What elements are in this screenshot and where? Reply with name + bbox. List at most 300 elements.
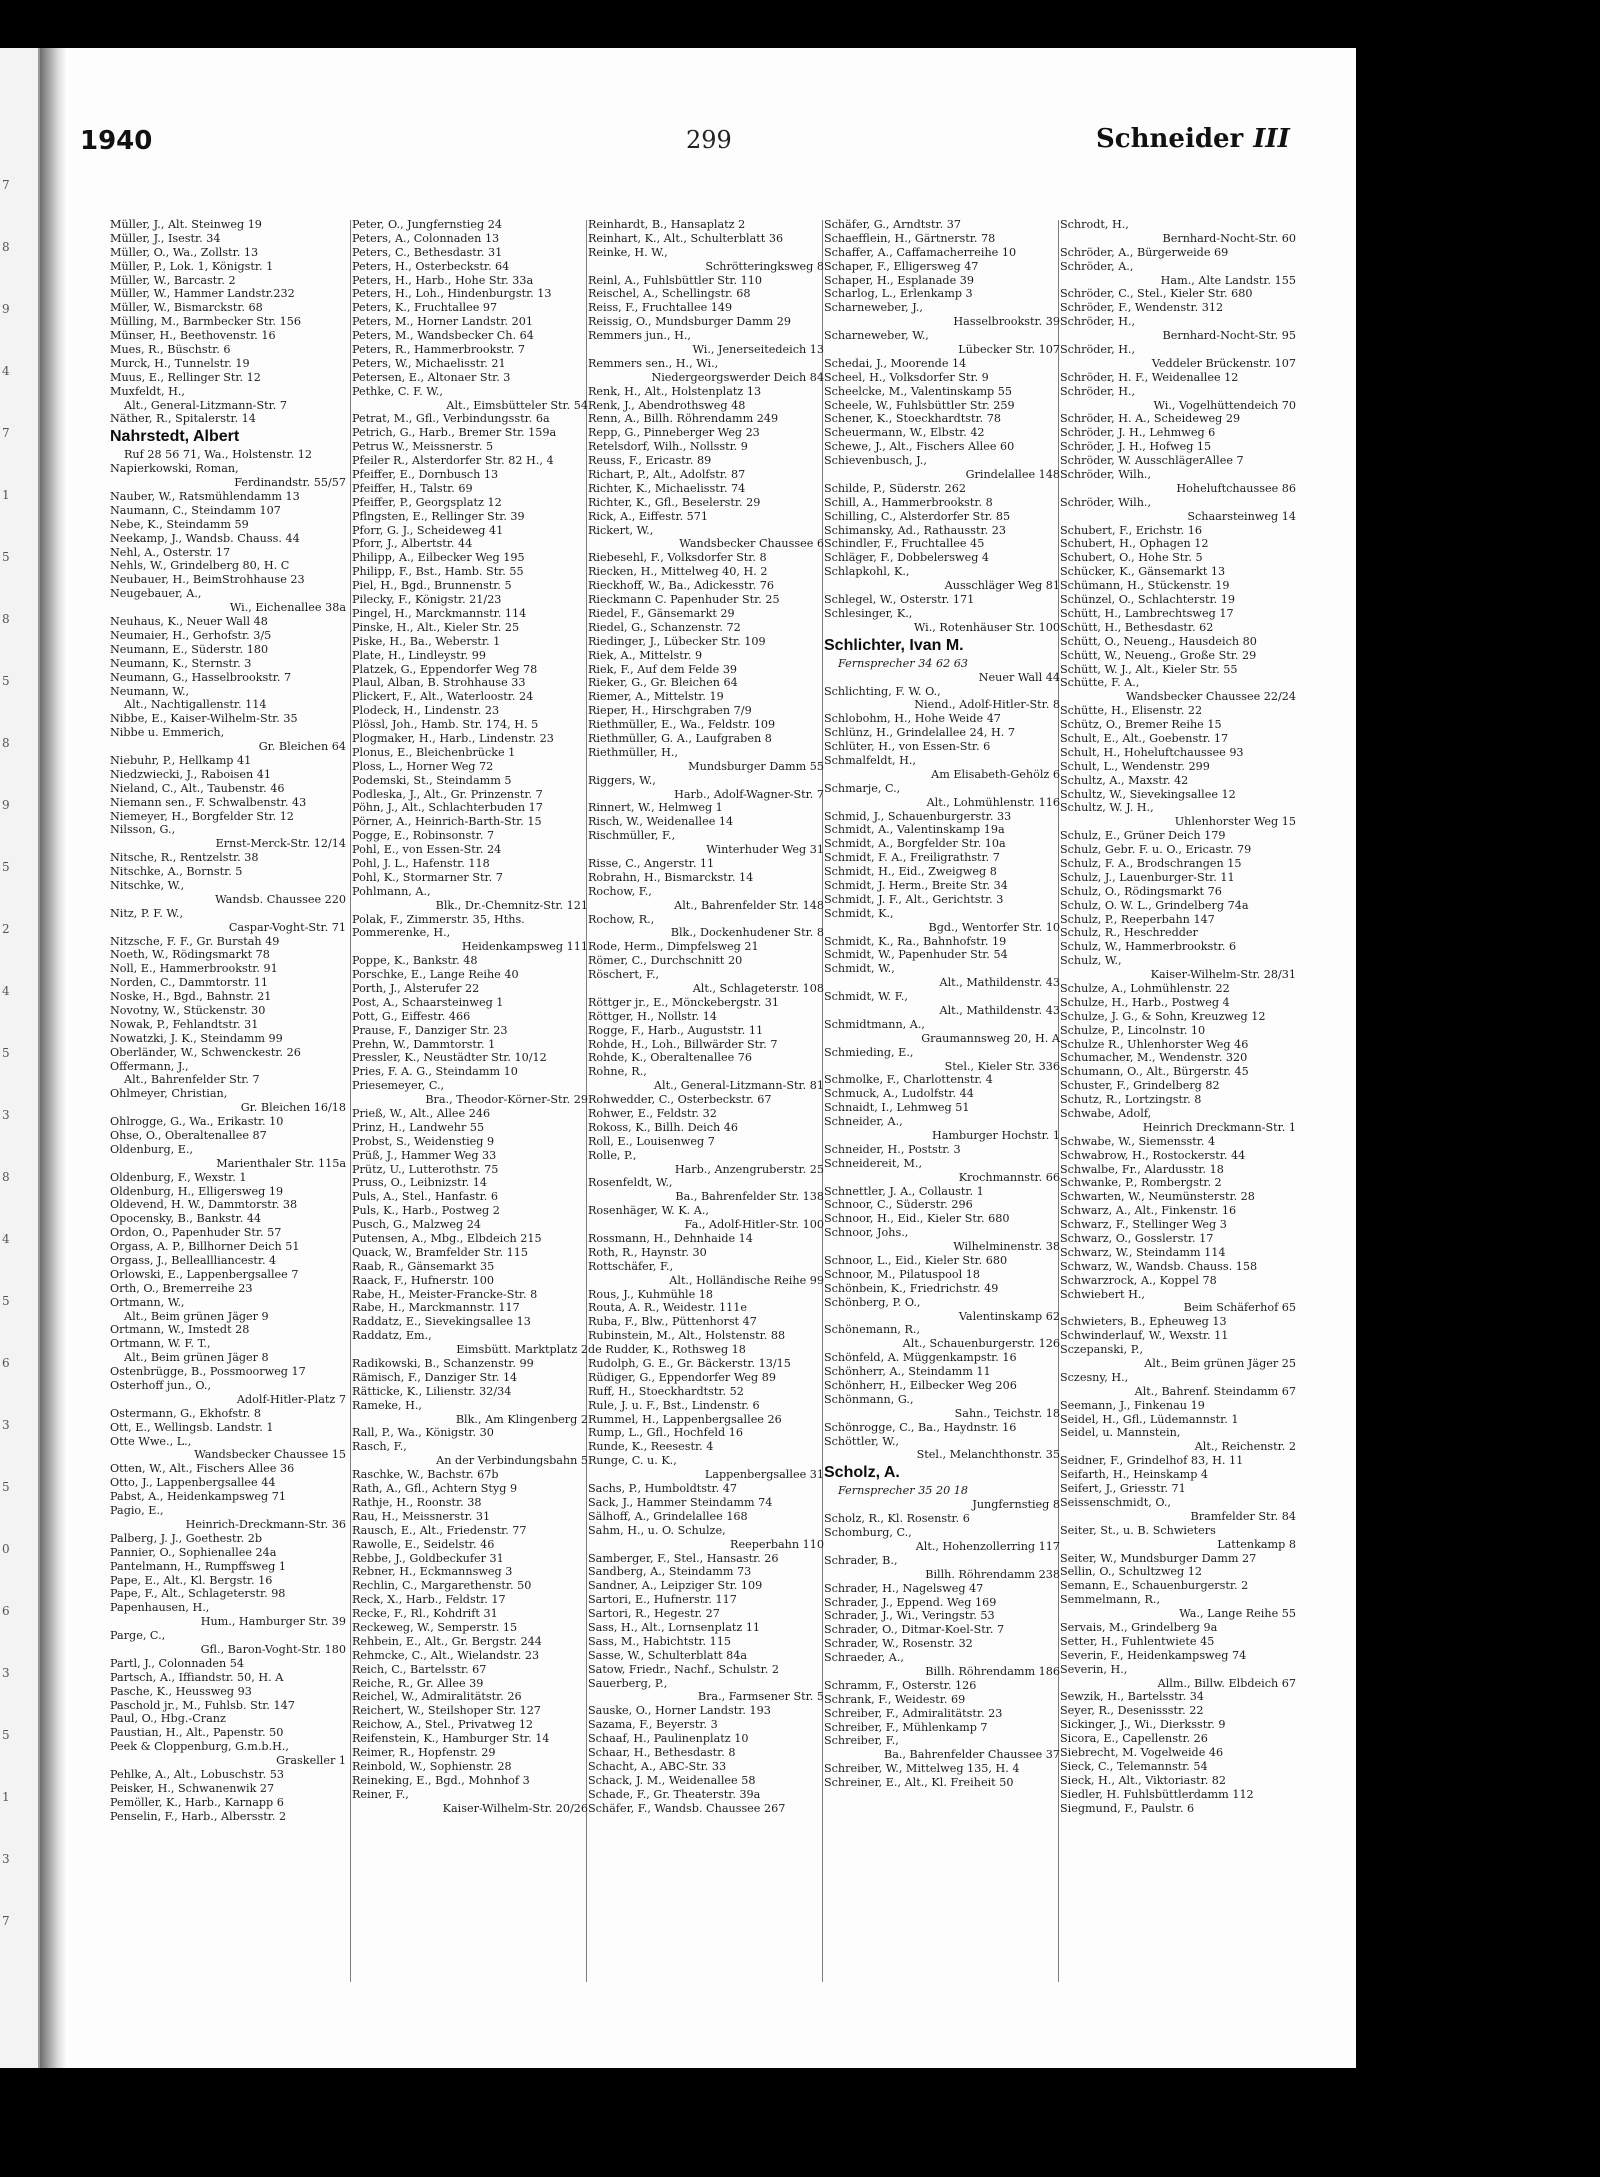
directory-entry: Wandsbecker Chaussee 22/24 — [1126, 690, 1296, 704]
previous-page-margin-char: 1 — [2, 1790, 10, 1804]
directory-entry: Nieland, C., Alt., Taubenstr. 46 — [110, 781, 285, 795]
directory-entry: Schwabe, W., Siemensstr. 4 — [1060, 1134, 1216, 1148]
directory-entry: Ohse, O., Oberaltenallee 87 — [110, 1129, 267, 1142]
directory-entry: Samberger, F., Stel., Hansastr. 26 — [588, 1551, 779, 1565]
previous-page-margin-char: 6 — [2, 1356, 10, 1370]
directory-entry: Reiner, F., — [352, 1787, 409, 1801]
directory-entry: Bramfelder Str. 84 — [1190, 1509, 1296, 1523]
directory-entry: Richart, P., Alt., Adolfstr. 87 — [588, 468, 746, 482]
directory-entry: Post, A., Schaarsteinweg 1 — [352, 995, 504, 1009]
directory-entry: Schreiner, E., Alt., Kl. Freiheit 50 — [824, 1776, 1014, 1790]
directory-entry: Schnoor, C., Süderstr. 296 — [824, 1198, 973, 1212]
directory-entry: Riethmüller, G. A., Laufgraben 8 — [588, 731, 772, 745]
directory-entry: Peters, W., Michaelisstr. 21 — [352, 356, 506, 370]
directory-entry: Partsch, A., Iffiandstr. 50, H. A — [110, 1670, 284, 1684]
directory-entry: Alt., Schauenburgerstr. 126 — [902, 1337, 1060, 1351]
directory-entry: Alt., Bahrenfelder Str. 148 — [674, 898, 824, 912]
directory-entry: Nehl, A., Osterstr. 17 — [110, 545, 231, 559]
directory-entry: Schröder, Wilh., — [1060, 495, 1152, 509]
directory-entry: Seissenschmidt, O., — [1060, 1495, 1171, 1509]
directory-entry: Schröder, H. F., Weidenallee 12 — [1060, 370, 1239, 384]
directory-entry: Heinrich-Dreckmann-Str. 36 — [185, 1517, 346, 1531]
directory-entry: Rummel, H., Lappenbergsallee 26 — [588, 1412, 782, 1426]
directory-entry: Schäfer, F., Wandsb. Chaussee 267 — [588, 1801, 786, 1815]
directory-entry: Philipp, A., Eilbecker Weg 195 — [352, 551, 525, 565]
directory-entry: Schulz, O. W. L., Grindelberg 74a — [1060, 898, 1249, 912]
directory-entry: Severin, H., — [1060, 1662, 1128, 1676]
directory-entry: Schwarz, A., Alt., Finkenstr. 16 — [1060, 1204, 1237, 1218]
directory-entry: Nibbe u. Emmerich, — [110, 726, 225, 740]
directory-entry: Billh. Röhrendamm 238 — [925, 1567, 1060, 1581]
directory-entry: Bernhard-Nocht-Str. 60 — [1162, 231, 1296, 245]
directory-entry: Ferdinandstr. 55/57 — [234, 476, 346, 490]
directory-entry: Recke, F., Rl., Kohdrift 31 — [352, 1607, 498, 1621]
directory-entry: Neumann, G., Hasselbrookstr. 7 — [110, 670, 292, 684]
directory-entry: Müller, W., Barcastr. 2 — [110, 273, 236, 287]
directory-entry: Röschert, F., — [588, 968, 660, 982]
directory-entry: Schütt, H., Bethesdastr. 62 — [1060, 620, 1214, 634]
directory-entry: Bra., Theodor-Körner-Str. 29 — [425, 1093, 588, 1107]
directory-entry: Nowak, P., Fehlandtstr. 31 — [110, 1017, 259, 1031]
directory-entry: Schreiber, F., Mühlenkamp 7 — [824, 1720, 988, 1734]
previous-page-margin-char: 7 — [2, 1914, 10, 1928]
directory-entry: Schulz, R., Heschredder — [1060, 926, 1198, 940]
directory-entry: Repp, G., Pinneberger Weg 23 — [588, 426, 760, 440]
directory-entry: Pfeiler R., Alsterdorfer Str. 82 H., 4 — [352, 454, 554, 468]
directory-entry: Ott, E., Wellingsb. Landstr. 1 — [110, 1420, 274, 1434]
directory-entry: Schilling, C., Alsterdorfer Str. 85 — [824, 509, 1011, 523]
directory-entry: Schmidt, K., — [824, 906, 894, 920]
directory-entry: Schultz, W. J. H., — [1060, 801, 1154, 815]
directory-entry: Pressler, K., Neustädter Str. 10/12 — [352, 1051, 547, 1065]
directory-entry: Riebesehl, F., Volksdorfer Str. 8 — [588, 551, 767, 565]
directory-entry: Peters, R., Hammerbrookstr. 7 — [352, 343, 526, 357]
directory-entry: Schröder, W. AusschlägerAllee 7 — [1060, 454, 1244, 468]
directory-entry: Oldevend, H. W., Dammtorstr. 38 — [110, 1198, 298, 1212]
directory-entry: Reuss, F., Ericastr. 89 — [588, 454, 712, 468]
directory-entry: Schütt, H., Lambrechtsweg 17 — [1060, 606, 1234, 620]
directory-entry: Seidel, H., Gfl., Lüdemannstr. 1 — [1060, 1412, 1239, 1426]
directory-entry: Neugebauer, A., — [110, 587, 202, 601]
directory-entry: Retelsdorf, Wilh., Nollsstr. 9 — [588, 440, 748, 454]
directory-entry: Riedel, G., Schanzenstr. 72 — [588, 620, 741, 634]
directory-entry: Hasselbrookstr. 39 — [953, 315, 1060, 329]
directory-entry: Pries, F. A. G., Steindamm 10 — [352, 1065, 518, 1079]
directory-entry: Petersen, E., Altonaer Str. 3 — [352, 370, 511, 384]
directory-entry: Ba., Bahrenfelder Chaussee 37 — [883, 1748, 1060, 1762]
directory-entry: Alt., Mathildenstr. 43 — [939, 1003, 1060, 1017]
directory-entry: Pantelmann, H., Rumpffsweg 1 — [110, 1559, 286, 1573]
directory-entry: Pflngsten, E., Rellinger Str. 39 — [352, 509, 525, 523]
directory-entry: Sauske, O., Horner Landstr. 193 — [588, 1704, 771, 1718]
directory-entry: Pommerenke, H., — [352, 926, 451, 940]
directory-entry: Schrader, B., — [824, 1553, 898, 1567]
directory-entry: Porschke, E., Lange Reihe 40 — [352, 968, 519, 982]
directory-entry: Schacht, A., ABC-Str. 33 — [588, 1759, 727, 1773]
directory-entry: Rohne, R., — [588, 1065, 647, 1079]
directory-entry: Raddatz, E., Sievekingsallee 13 — [352, 1315, 531, 1329]
directory-entry: Rebner, H., Eckmannsweg 3 — [352, 1565, 513, 1579]
directory-entry: Petrat, M., Gfl., Verbindungsstr. 6a — [352, 412, 550, 426]
directory-entry: Reck, X., Harb., Feldstr. 17 — [352, 1593, 506, 1607]
directory-entry: Schwarz, W., Steindamm 114 — [1060, 1245, 1226, 1259]
directory-entry: Fa., Adolf-Hitler-Str. 100 — [684, 1218, 824, 1232]
directory-entry: Kaiser-Wilhelm-Str. 28/31 — [1150, 968, 1296, 982]
directory-entry: Schreiber, F., — [824, 1734, 899, 1748]
directory-entry: Schlapkohl, K., — [824, 565, 910, 579]
previous-page-margin-char: 2 — [2, 922, 10, 936]
header-range-word: Schneider — [1096, 124, 1244, 154]
directory-entry: Prause, F., Danziger Str. 23 — [352, 1023, 508, 1037]
directory-column-3 — [588, 218, 826, 1815]
directory-entry: Rickert, W., — [588, 523, 654, 537]
directory-entry: Schack, J. M., Weidenallee 58 — [588, 1773, 756, 1787]
directory-entry: Peters, A., Colonnaden 13 — [352, 231, 500, 245]
directory-entry: Rameke, H., — [352, 1398, 422, 1412]
directory-entry: Schilde, P., Süderstr. 262 — [824, 481, 966, 495]
directory-entry: An der Verbindungsbahn 5 — [436, 1454, 588, 1468]
directory-entry: Rieper, H., Hirschgraben 7/9 — [588, 704, 752, 718]
directory-entry: Peter, O., Jungfernstieg 24 — [352, 218, 502, 231]
directory-entry: Alt., Beim grünen Jäger 25 — [1144, 1357, 1296, 1371]
directory-entry: Schulze, H., Harb., Postweg 4 — [1060, 995, 1230, 1009]
directory-entry: Peek & Cloppenburg, G.m.b.H., — [110, 1740, 289, 1754]
directory-entry: Renn, A., Billh. Röhrendamm 249 — [588, 412, 779, 426]
directory-entry: Reinke, H. W., — [588, 245, 668, 259]
directory-entry: Sack, J., Hammer Steindamm 74 — [588, 1495, 773, 1509]
directory-entry: Eimsbütt. Marktplatz 2 — [456, 1343, 588, 1357]
directory-entry: Sewzik, H., Bartelsstr. 34 — [1060, 1690, 1205, 1704]
directory-entry: Oberländer, W., Schwenckestr. 26 — [110, 1045, 301, 1059]
directory-entry: Ruf 28 56 71, Wa., Holstenstr. 12 — [124, 448, 312, 462]
directory-entry: Schuster, F., Grindelberg 82 — [1060, 1079, 1220, 1093]
directory-entry: Schnoor, H., Eid., Kieler Str. 680 — [824, 1212, 1010, 1226]
directory-entry: Alt., Holländische Reihe 99 — [669, 1273, 824, 1287]
directory-entry: Ordon, O., Papenhuder Str. 57 — [110, 1226, 282, 1240]
directory-entry: Mundsburger Damm 55 — [688, 759, 824, 773]
directory-entry: Pohl, J. L., Hafenstr. 118 — [352, 856, 490, 870]
directory-entry: Riemer, A., Mittelstr. 19 — [588, 690, 724, 704]
previous-page-margin-char: 1 — [2, 488, 10, 502]
directory-entry: Valentinskamp 62 — [958, 1309, 1060, 1323]
directory-entry: Porth, J., Alsterufer 22 — [352, 981, 480, 995]
directory-column-1 — [110, 218, 348, 1824]
directory-entry: Rabe, H., Marckmannstr. 117 — [352, 1301, 520, 1315]
previous-page-margin-char: 9 — [2, 302, 10, 316]
directory-entry: Schönmann, G., — [824, 1392, 914, 1406]
directory-entry: Schmuck, A., Ludolfstr. 44 — [824, 1087, 974, 1101]
directory-entry: Priesemeyer, C., — [352, 1079, 445, 1093]
directory-entry: Pöhn, J., Alt., Schlachterbuden 17 — [352, 801, 543, 815]
directory-entry: Neuer Wall 44 — [978, 670, 1060, 684]
scan-border-bottom — [0, 2068, 1600, 2177]
directory-entry: Schönfeld, A. Müggenkampstr. 16 — [824, 1351, 1017, 1365]
directory-entry: Muus, E., Rellinger Str. 12 — [110, 370, 261, 384]
directory-entry: Rump, L., Gfl., Hochfeld 16 — [588, 1426, 743, 1440]
directory-entry: Rochow, R., — [588, 912, 655, 926]
directory-entry: Rogge, F., Harb., Auguststr. 11 — [588, 1023, 764, 1037]
directory-entry: Norden, C., Dammtorstr. 11 — [110, 976, 268, 990]
directory-entry: Grindelallee 148 — [965, 468, 1060, 482]
directory-entry: Ostermann, G., Ekhofstr. 8 — [110, 1406, 261, 1420]
directory-entry: Schönherr, A., Steindamm 11 — [824, 1365, 991, 1379]
directory-entry: Orlowski, E., Lappenbergsallee 7 — [110, 1267, 299, 1281]
directory-entry: Reiche, R., Gr. Allee 39 — [352, 1676, 484, 1690]
previous-page-margin-char: 8 — [2, 240, 10, 254]
directory-entry: Schultz, A., Maxstr. 42 — [1060, 773, 1189, 787]
directory-entry: Siegmund, F., Paulstr. 6 — [1060, 1801, 1195, 1815]
directory-entry: Raack, F., Hufnerstr. 100 — [352, 1273, 494, 1287]
directory-entry: Schomburg, C., — [824, 1526, 912, 1540]
directory-entry: Harb., Anzengruberstr. 25 — [674, 1162, 824, 1176]
directory-entry: Seifarth, H., Heinskamp 4 — [1060, 1468, 1209, 1482]
previous-page-margin-char: 8 — [2, 736, 10, 750]
previous-page-margin-char: 0 — [2, 1542, 10, 1556]
directory-entry: Müller, O., Wa., Zollstr. 13 — [110, 245, 259, 259]
directory-entry: Reimer, R., Hopfenstr. 29 — [352, 1745, 496, 1759]
directory-entry: Riedel, F., Gänsemarkt 29 — [588, 606, 735, 620]
directory-entry: Nauber, W., Ratsmühlendamm 13 — [110, 490, 300, 504]
directory-entry: Schrader, J., Wi., Veringstr. 53 — [824, 1609, 995, 1623]
directory-entry: Schneider, A., — [824, 1115, 903, 1129]
directory-entry: Peters, C., Bethesdastr. 31 — [352, 245, 503, 259]
directory-entry: Rieckhoff, W., Ba., Adickesstr. 76 — [588, 579, 774, 593]
header-range-suffix: III — [1253, 124, 1290, 154]
previous-page-margin-char: 8 — [2, 1170, 10, 1184]
directory-entry: Pörner, A., Heinrich-Barth-Str. 15 — [352, 815, 542, 829]
directory-entry: Nitschke, W., — [110, 878, 185, 892]
directory-entry: Rokoss, K., Billh. Deich 46 — [588, 1120, 738, 1134]
directory-entry: Reiss, F., Fruchtallee 149 — [588, 301, 733, 315]
directory-entry: Rausch, E., Alt., Friedenstr. 77 — [352, 1523, 527, 1537]
directory-entry: Scharneweber, W., — [824, 329, 929, 343]
directory-entry: Rabe, H., Meister-Francke-Str. 8 — [352, 1287, 538, 1301]
directory-entry: Rosenhäger, W. K. A., — [588, 1204, 709, 1218]
directory-entry: Uhlenhorster Weg 15 — [1174, 815, 1296, 829]
directory-entry: Rubinstein, M., Alt., Holstenstr. 88 — [588, 1329, 786, 1343]
directory-entry: Schlünz, H., Grindelallee 24, H. 7 — [824, 726, 1015, 740]
directory-entry: Sieck, H., Alt., Viktoriastr. 82 — [1060, 1773, 1227, 1787]
directory-entry: Schnoor, L., Eid., Kieler Str. 680 — [824, 1254, 1008, 1268]
directory-entry: Müller, J., Alt. Steinweg 19 — [110, 218, 262, 231]
directory-entry: Schütt, O., Neueng., Hausdeich 80 — [1060, 634, 1257, 648]
directory-entry: Rüdiger, G., Eppendorfer Weg 89 — [588, 1370, 776, 1384]
directory-entry: Peters, H., Harb., Hohe Str. 33a — [352, 273, 534, 287]
directory-entry: Rohwer, E., Feldstr. 32 — [588, 1107, 717, 1120]
directory-entry: Schreiber, W., Mittelweg 135, H. 4 — [824, 1762, 1020, 1776]
directory-entry: Schaaf, H., Paulinenplatz 10 — [588, 1732, 749, 1746]
directory-entry: Runge, C. u. K., — [588, 1454, 677, 1468]
directory-entry: Alt., Schlageterstr. 108 — [692, 981, 824, 995]
directory-entry: Peisker, H., Schwanenwik 27 — [110, 1781, 275, 1795]
previous-page-margin-char: 4 — [2, 984, 10, 998]
directory-entry: Alt., Bahrenfelder Str. 7 — [124, 1073, 260, 1087]
directory-entry: Neumaier, H., Gerhofstr. 3/5 — [110, 628, 272, 642]
directory-column-2 — [352, 218, 590, 1815]
directory-entry: Schimansky, Ad., Rathausstr. 23 — [824, 523, 1006, 537]
directory-entry: Puls, K., Harb., Postweg 2 — [352, 1204, 500, 1218]
directory-entry: Wilhelminenstr. 38 — [953, 1240, 1060, 1254]
directory-entry: Orgass, A. P., Billhorner Deich 51 — [110, 1240, 300, 1254]
previous-page-margin-char: 5 — [2, 674, 10, 688]
directory-entry: Hum., Hamburger Str. 39 — [200, 1615, 346, 1629]
directory-entry: Remmers sen., H., Wi., — [588, 356, 719, 370]
directory-entry: Rasch, F., — [352, 1440, 407, 1454]
directory-entry: Müller, W., Bismarckstr. 68 — [110, 301, 263, 315]
directory-entry: Schult, H., Hoheluftchaussee 93 — [1060, 745, 1244, 759]
directory-entry: Rous, J., Kuhmühle 18 — [588, 1287, 714, 1301]
directory-entry: Schmid, J., Schauenburgerstr. 33 — [824, 809, 1012, 823]
directory-entry: Wi., Eichenallee 38a — [229, 601, 346, 615]
directory-entry: Osterhoff jun., O., — [110, 1379, 211, 1393]
directory-entry: Schröder, F., Wendenstr. 312 — [1060, 301, 1224, 315]
directory-entry: Lübecker Str. 107 — [958, 343, 1060, 357]
directory-entry: Sandner, A., Leipziger Str. 109 — [588, 1579, 763, 1593]
directory-entry: Schultz, W., Sievekingsallee 12 — [1060, 787, 1236, 801]
directory-entry: Schwarzrock, A., Koppel 78 — [1060, 1273, 1217, 1287]
directory-entry: Marienthaler Str. 115a — [216, 1156, 346, 1170]
directory-entry: Ohlrogge, G., Wa., Erikastr. 10 — [110, 1115, 284, 1129]
directory-entry: Rohwedder, C., Osterbeckstr. 67 — [588, 1093, 772, 1107]
directory-entry: Ploss, L., Horner Weg 72 — [352, 759, 494, 773]
directory-entry: Schütte, H., Elisenstr. 22 — [1060, 704, 1203, 718]
directory-entry: Schrader, J., Eppend. Weg 169 — [824, 1595, 997, 1609]
directory-entry: Pohl, K., Stormarner Str. 7 — [352, 870, 503, 884]
directory-entry: Piske, H., Ba., Weberstr. 1 — [352, 634, 501, 648]
directory-entry: Pape, E., Alt., Kl. Bergstr. 16 — [110, 1573, 273, 1587]
directory-entry: Reichow, A., Stel., Privatweg 12 — [352, 1718, 534, 1732]
directory-entry: Robrahn, H., Bismarckstr. 14 — [588, 870, 754, 884]
directory-entry: Sczepanski, P., — [1060, 1343, 1144, 1357]
directory-entry: Richter, K., Michaelisstr. 74 — [588, 481, 746, 495]
directory-entry-heading: Nahrstedt, Albert — [110, 428, 240, 446]
directory-entry: Ortmann, W. F. T., — [110, 1337, 211, 1351]
directory-entry: Rawolle, E., Seidelstr. 46 — [352, 1537, 495, 1551]
directory-entry: Plogmaker, H., Harb., Lindenstr. 23 — [352, 731, 554, 745]
directory-entry: Schröder, A., — [1060, 259, 1134, 273]
directory-entry: Prüß, J., Hammer Weg 33 — [352, 1148, 497, 1162]
directory-entry: Ruba, F., Blw., Püttenhorst 47 — [588, 1315, 757, 1329]
previous-page-margin-char: 7 — [2, 426, 10, 440]
directory-entry: Mues, R., Büschstr. 6 — [110, 343, 231, 357]
directory-entry: Fernsprecher 34 62 63 — [838, 656, 969, 670]
directory-entry: Petrus W., Meissnerstr. 5 — [352, 440, 494, 454]
directory-entry: Schumann, O., Alt., Bürgerstr. 45 — [1060, 1065, 1249, 1079]
directory-entry: Rudolph, G. E., Gr. Bäckerstr. 13/15 — [588, 1357, 791, 1371]
directory-entry: Reifenstein, K., Hamburger Str. 14 — [352, 1732, 550, 1746]
directory-entry: Allm., Billw. Elbdeich 67 — [1157, 1676, 1296, 1690]
directory-entry: Schönberg, P. O., — [824, 1295, 921, 1309]
directory-entry: Polak, F., Zimmerstr. 35, Hths. — [352, 912, 525, 926]
directory-entry: Pogge, E., Robinsonstr. 7 — [352, 829, 495, 843]
directory-entry: Schulz, Gebr. F. u. O., Ericastr. 79 — [1060, 843, 1252, 857]
directory-entry: Paustian, H., Alt., Papenstr. 50 — [110, 1726, 284, 1740]
directory-entry: Nowatzki, J. K., Steindamm 99 — [110, 1031, 283, 1045]
directory-entry: Otto, J., Lappenbergsallee 44 — [110, 1476, 276, 1490]
directory-entry: Schwinderlauf, W., Wexstr. 11 — [1060, 1329, 1229, 1343]
previous-page-margin-char: 5 — [2, 1728, 10, 1742]
directory-entry: Hamburger Hochstr. 1 — [932, 1129, 1060, 1142]
directory-entry: Pape, F., Alt., Schlageterstr. 98 — [110, 1587, 286, 1601]
directory-entry: Reinbold, W., Sophienstr. 28 — [352, 1759, 512, 1773]
directory-entry: Scheuermann, W., Elbstr. 42 — [824, 426, 985, 440]
previous-page-margin-char: 5 — [2, 550, 10, 564]
directory-entry: Reckeweg, W., Semperstr. 15 — [352, 1620, 518, 1634]
directory-entry: Rode, Herm., Dimpfelsweg 21 — [588, 940, 759, 954]
directory-entry: Schönherr, H., Eilbecker Weg 206 — [824, 1379, 1017, 1393]
directory-entry: Renk, H., Alt., Holstenplatz 13 — [588, 384, 762, 398]
directory-entry: Schulze R., Uhlenhorster Weg 46 — [1060, 1037, 1249, 1051]
directory-entry: Schneider, H., Poststr. 3 — [824, 1142, 961, 1156]
previous-page-margin-char: 5 — [2, 1480, 10, 1494]
directory-entry: Schröder, H., — [1060, 384, 1136, 398]
directory-entry: Schöttler, W., — [824, 1434, 899, 1448]
directory-entry: Reinhart, K., Alt., Schulterblatt 36 — [588, 231, 784, 245]
directory-entry: Probst, S., Weidenstieg 9 — [352, 1134, 495, 1148]
directory-entry: Pemöller, K., Harb., Karnapp 6 — [110, 1795, 284, 1809]
directory-entry: Schwabe, Adolf, — [1060, 1107, 1152, 1120]
directory-entry: Schlobohm, H., Hohe Weide 47 — [824, 712, 1001, 726]
directory-entry: Nitz, P. F. W., — [110, 906, 184, 920]
directory-entry: Müller, J., Isestr. 34 — [110, 231, 221, 245]
directory-entry: Noeth, W., Rödingsmarkt 78 — [110, 948, 270, 962]
directory-entry: Siebrecht, M. Vogelweide 46 — [1060, 1745, 1224, 1759]
directory-entry: Reissig, O., Mundsburger Damm 29 — [588, 315, 791, 329]
directory-entry: Sieck, C., Telemannstr. 54 — [1060, 1759, 1208, 1773]
directory-column-4 — [824, 218, 1062, 1790]
directory-entry: Rämisch, F., Danziger Str. 14 — [352, 1370, 518, 1384]
directory-entry: de Rudder, K., Rothsweg 18 — [588, 1343, 746, 1357]
directory-entry: Muxfeldt, H., — [110, 384, 185, 398]
directory-entry: Schindler, F., Fruchtallee 45 — [824, 537, 985, 551]
directory-entry: Rohde, K., Oberaltenallee 76 — [588, 1051, 753, 1065]
directory-entry: Alt., Hohenzollerring 117 — [915, 1539, 1060, 1553]
directory-entry: Murck, H., Tunnelstr. 19 — [110, 356, 250, 370]
directory-entry: Ortmann, W., Imstedt 28 — [110, 1323, 250, 1337]
directory-entry: Schwarz, W., Wandsb. Chauss. 158 — [1060, 1259, 1258, 1273]
directory-entry: Seidner, F., Grindelhof 83, H. 11 — [1060, 1454, 1244, 1468]
directory-entry: Lappenbergsallee 31 — [704, 1468, 824, 1482]
directory-entry: Pilecky, F., Königstr. 21/23 — [352, 593, 502, 607]
directory-entry: Blk., Dockenhudener Str. 8 — [670, 926, 824, 940]
directory-entry: Schutz, R., Lortzingstr. 8 — [1060, 1093, 1202, 1107]
directory-entry: Bra., Farmsener Str. 5 — [697, 1690, 824, 1704]
directory-entry: Sauerberg, P., — [588, 1676, 668, 1690]
directory-entry: Raddatz, Em., — [352, 1329, 432, 1343]
directory-entry: Schröder, J. H., Hofweg 15 — [1060, 440, 1212, 454]
directory-entry: Rall, P., Wa., Königstr. 30 — [352, 1426, 494, 1440]
directory-entry: Pott, G., Eiffestr. 466 — [352, 1009, 471, 1023]
directory-entry: Niebuhr, P., Hellkamp 41 — [110, 753, 252, 767]
directory-entry-heading: Scholz, A. — [824, 1464, 900, 1482]
directory-entry: Hoheluftchaussee 86 — [1176, 481, 1296, 495]
directory-entry: Mülling, M., Barmbecker Str. 156 — [110, 315, 301, 329]
directory-entry: Rehbein, E., Alt., Gr. Bergstr. 244 — [352, 1634, 542, 1648]
directory-entry: Schedai, J., Moorende 14 — [824, 356, 967, 370]
directory-entry: Schwabrow, H., Rostockerstr. 44 — [1060, 1148, 1246, 1162]
directory-entry: Schütz, O., Bremer Reihe 15 — [1060, 718, 1222, 732]
previous-page-margin-char: 3 — [2, 1666, 10, 1680]
directory-entry: Schaper, F., Elligersweg 47 — [824, 259, 979, 273]
directory-entry: Schäfer, G., Arndtstr. 37 — [824, 218, 961, 231]
directory-entry: Roll, E., Louisenweg 7 — [588, 1134, 715, 1148]
directory-entry: Peters, M., Wandsbecker Ch. 64 — [352, 329, 534, 343]
directory-entry: Pohl, E., von Essen-Str. 24 — [352, 843, 502, 857]
directory-entry: Plate, H., Lindleystr. 99 — [352, 648, 487, 662]
directory-entry: Paschold jr., M., Fuhlsb. Str. 147 — [110, 1698, 295, 1712]
directory-entry: Nitschke, A., Bornstr. 5 — [110, 865, 243, 879]
directory-entry: Billh. Röhrendamm 186 — [925, 1664, 1060, 1678]
